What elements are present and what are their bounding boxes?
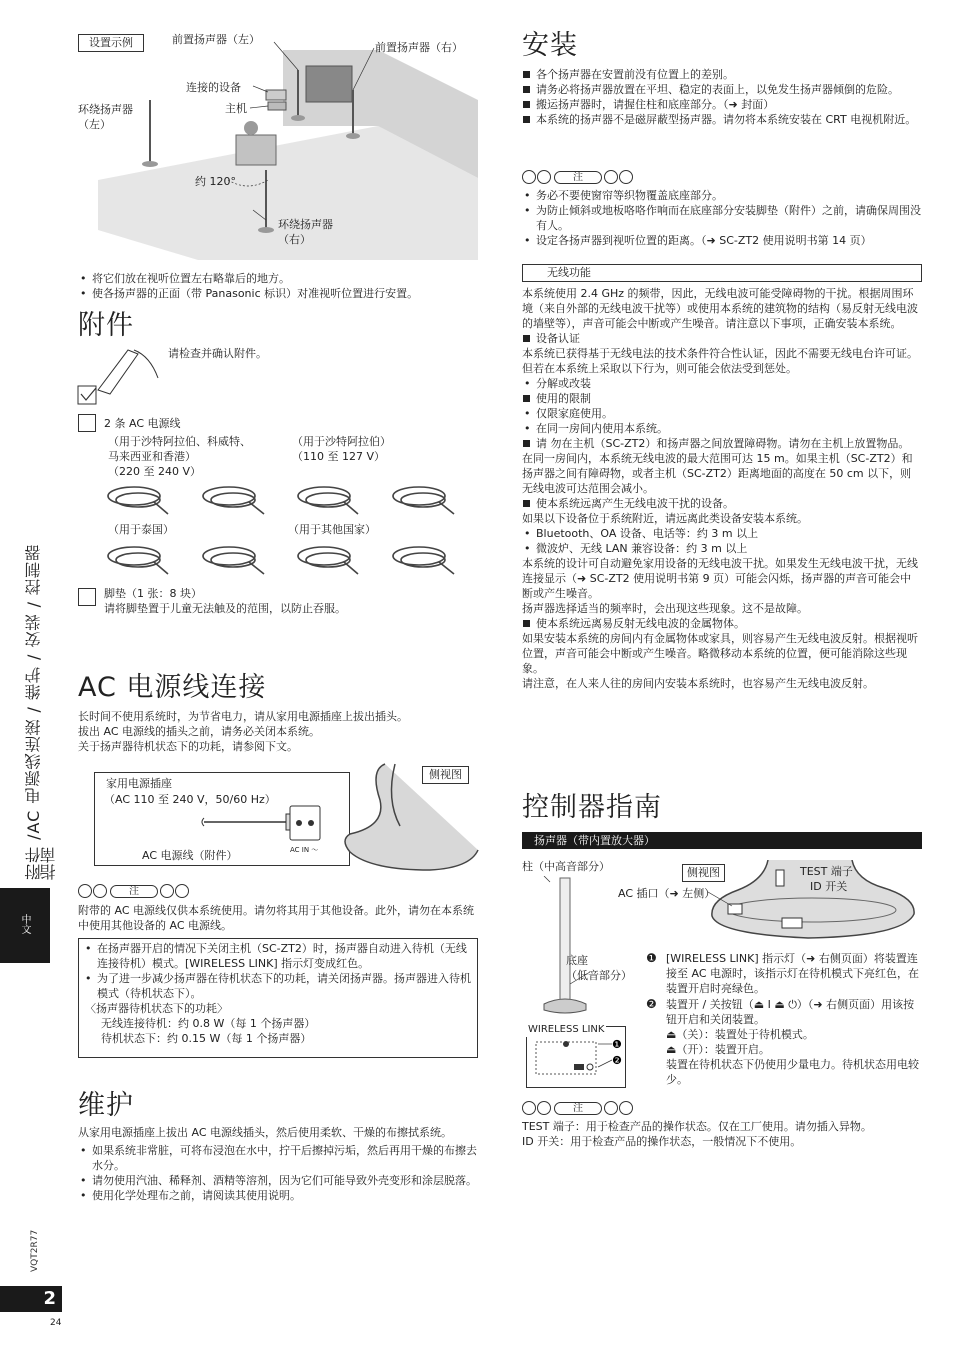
list-item: 搬运扬声器时，请握住柱和底座部分。（➜ 封面） — [522, 97, 922, 112]
accessories-check-text: 请检查并确认附件。 — [168, 347, 267, 360]
label-front-right: 前置扬声器（右） — [375, 41, 463, 54]
label-front-left: 前置扬声器（左） — [172, 33, 260, 46]
cord-label: AC 电源线（附件） — [142, 849, 238, 862]
power-cord-image-row1 — [104, 478, 474, 522]
outlet-label: 家用电源插座 — [106, 777, 172, 790]
wireless-section-bar: 无线功能 — [522, 264, 922, 282]
list-item: • 为防止倾斜或地板咯咯作响而在底座部分安装脚垫（附件）之前，请确保周围没有人。 — [522, 203, 922, 233]
maintenance-intro: 从家用电源插座上拔出 AC 电源线插头，然后使用柔软、干燥的布擦拭系统。 — [78, 1126, 453, 1139]
standby-info-box: • 在扬声器开启的情况下关闭主机（SC-ZT2）时，扬声器自动进入待机（无线连接待机）模式。[WIRELESS LINK] 指示灯变成红色。 • 为了进一步减少扬声器在待机状态下的功耗，请关闭扬声器。扬声器进入待机模式（待机状态下）。 〈扬声器待机状态下的功耗〉 无线连接待机：约 0.8 W（每 1 个扬声器） 待机状态下：约 0.15 W（每 1 个扬声器） — [78, 938, 478, 1058]
wireless-section-body: 本系统使用 2.4 GHz 的频带，因此，无线电波可能受障碍物的干扰。根据周围环境（来自外部的无线电波干扰等）或使用本系统的建筑物的结构（易反射无线电波的墙壁等），声音可能会中断或产生噪音。请注意以下事项，正确安装本系统。 设备认证 本系统已获得基于无线电法的技术条件符合性认证，因此不需要无线电台许可证。但若在本系统上采取以下行为，则可能会依法受到惩处。 • 分解或改装 使用的限制 • 仅限家庭使用。 • 在同一房间内使用本系统。 请 勿在主机（SC-ZT2）和扬声器之间放置障碍物。请勿在主机上放置物品。 在同一房间内，本系统无线电波的最大范围可达 15 m。如果主机（SC-ZT2）和扬声器之间有障碍物，或者主机（SC-ZT2）距离地面的高度在 50 cm 以下，则无线电波可达范围会减小。 使本系统远离产生无线电波干扰的设备。 如果以下设备位于系统附近，请远离此类设备安装本系统。 • Bluetooth、OA 设备、电话等：约 3 m 以上 • 微波炉、无线 LAN 兼容设备：约 3 m 以上 本系统的设计可自动避免家用设备的无线电波干扰。如果发生无线电波干扰，无线连接显示（➜ SC-ZT2 使用说明书第 9 页）可能会闪烁，扬声器的声音可能会中断或产生噪音。 扬声器选择适当的频率时，会出现这些现象。这不是故障。 使本系统远离易反射无线电波的金属物体。 如果安装本系统的房间内有金属物体或家具，则容易产生无线电波反射。根据视听位置，声音可能会中断或产生噪音。略微移动本系统的位置，便可能消除这些现象。 请注意，在人来人往的房间内安装本系统时，也容易产生无线电波反射。 — [522, 286, 922, 691]
pillar-label: 柱（中高音部分） — [522, 860, 610, 873]
installation-bullets — [522, 67, 922, 127]
accessories-title: 附件 — [78, 310, 134, 341]
list-item: • 使各扬声器的正面（带 Panasonic 标识）对准视听位置进行安置。 — [78, 286, 478, 301]
list-item: 本系统的扬声器不是磁屏蔽型扬声器。请勿将本系统安装在 CRT 电视机附近。 — [522, 112, 922, 127]
ac-cord-region-1: （用于沙特阿拉伯、科威特、 马来西亚和香港） （220 至 240 V） — [108, 435, 251, 478]
test-port-label: TEST 端子 — [800, 865, 853, 878]
list-item: • 将它们放在视听位置左右略靠后的地方。 — [78, 271, 478, 286]
label-main-unit: 主机 — [225, 102, 247, 115]
outlet-spec: （AC 110 至 240 V，50/60 Hz） — [104, 793, 276, 806]
maintenance-bullets — [78, 1143, 478, 1203]
list-item: 请务必将扬声器放置在平坦、稳定的表面上，以免发生扬声器倾倒的危险。 — [522, 82, 922, 97]
foot-pad-label: 脚垫（1 张：8 块） 请将脚垫置于儿童无法触及的范围，以防止吞服。 — [104, 587, 346, 615]
label-angle: 约 120° — [195, 175, 236, 188]
controls-note-text: TEST 端子：用于检查产品的操作状态。仅在工厂使用。请勿插入异物。 ID 开关：用于检查产品的操作状态，一般情况下不使用。 — [522, 1120, 872, 1148]
ac-note-header: 注 — [78, 884, 190, 898]
ac-in-label: AC IN ～ — [290, 846, 319, 854]
list-item: • 务必不要使窗帘等织物覆盖底座部分。 — [522, 188, 922, 203]
label-connected-device: 连接的设备 — [186, 81, 241, 94]
ac-cord-region-other: （用于其他国家） — [288, 523, 376, 536]
label-surround-left: 环绕扬声器 （左） — [78, 103, 133, 131]
wireless-link-label: WIRELESS LINK — [528, 1024, 605, 1035]
label-surround-right: 环绕扬声器 （右） — [278, 218, 333, 246]
setup-example-label: 设置示例 — [78, 34, 144, 52]
installation-title: 安装 — [522, 30, 578, 61]
installation-note-bullets — [522, 188, 922, 248]
controls-note-header: 注 — [522, 1101, 634, 1115]
page-number: 2 — [0, 1286, 62, 1312]
speaker-section-bar: 扬声器（带内置放大器） — [522, 832, 922, 849]
ac-cord-region-thailand: （用于泰国） — [108, 523, 174, 536]
ac-cord-region-2: （用于沙特阿拉伯） （110 至 127 V） — [292, 435, 391, 463]
id-switch-label: ID 开关 — [810, 880, 848, 893]
svg-text:❶: ❶ — [612, 1038, 622, 1051]
list-item: • 为了进一步减少扬声器在待机状态下的功耗，请关闭扬声器。扬声器进入待机模式（待机状态下）。 — [83, 971, 473, 1001]
sidebar-section-title: 附件 /AC 电源线连接 / 维护 / 安装 / 控制器指南 — [24, 543, 58, 880]
installation-note-header: 注 — [522, 170, 634, 184]
checkbox-foot-pad[interactable] — [78, 588, 96, 606]
list-item: • 设定各扬声器到视听位置的距离。（➜ SC-ZT2 使用说明书第 14 页） — [522, 233, 922, 248]
sub-page-number: 24 — [50, 1318, 62, 1328]
setup-bullets — [78, 271, 478, 301]
controls-side-view-label: 侧视图 — [682, 864, 725, 882]
control-item-1: ❶ [WIRELESS LINK] 指示灯（➜ 右侧页面）将装置连接至 AC 电源时，该指示灯在待机模式下亮红色，在装置开启时亮绿色。 — [646, 951, 920, 995]
ac-note-text: 附带的 AC 电源线仅供本系统使用。请勿将其用于其他设备。此外，请勿在本系统中使用其他设备的 AC 电源线。 — [78, 904, 475, 932]
language-tab: 中文 — [0, 888, 50, 963]
ac-inlet-label: AC 插口（➜ 左侧） — [618, 887, 716, 900]
svg-text:❷: ❷ — [612, 1054, 622, 1067]
ac-power-title: AC 电源线连接 — [78, 672, 267, 703]
controls-title: 控制器指南 — [522, 792, 662, 823]
list-item: • 使用化学处理布之前，请阅读其使用说明。 — [78, 1188, 478, 1203]
maintenance-title: 维护 — [78, 1090, 134, 1121]
checkbox-ac-cord[interactable] — [78, 414, 96, 432]
ac-cord-label: 2 条 AC 电源线 — [104, 417, 181, 430]
list-item: • 在扬声器开启的情况下关闭主机（SC-ZT2）时，扬声器自动进入待机（无线连接待机）模式。[WIRELESS LINK] 指示灯变成红色。 — [83, 941, 473, 971]
control-item-2: ❷ 装置开 / 关按钮（⏏ I ⏏ ⏻）（➜ 右侧页面）用该按钮开启和关闭装置。 ⏏（关）：装置处于待机模式。 ⏏（开）：装置开启。 装置在待机状态下仍使用少量电力。待机状态用电较少。 — [646, 997, 919, 1086]
base-label: 底座 （低音部分） — [566, 954, 632, 982]
tv-shape — [306, 66, 352, 102]
doc-code: VQT2R77 — [30, 1229, 40, 1272]
list-item: • 如果系统非常脏，可将布浸泡在水中，拧干后擦掉污垢，然后再用干燥的布擦去水分。 — [78, 1143, 478, 1173]
pen-check-icon — [76, 344, 166, 410]
list-item: • 请勿使用汽油、稀释剂、酒精等溶剂，因为它们可能导致外壳变形和涂层脱落。 — [78, 1173, 478, 1188]
ac-power-intro: 长时间不使用系统时，为节省电力，请从家用电源插座上拔出插头。 拔出 AC 电源线的插头之前，请务必关闭本系统。 关于扬声器待机状态下的功耗，请参阅下文。 — [78, 710, 408, 753]
power-cord-image-row2 — [104, 538, 474, 582]
side-view-label: 侧视图 — [422, 766, 469, 784]
list-item: 各个扬声器在安置前没有位置上的差别。 — [522, 67, 922, 82]
wireless-link-closeup — [526, 1036, 626, 1086]
